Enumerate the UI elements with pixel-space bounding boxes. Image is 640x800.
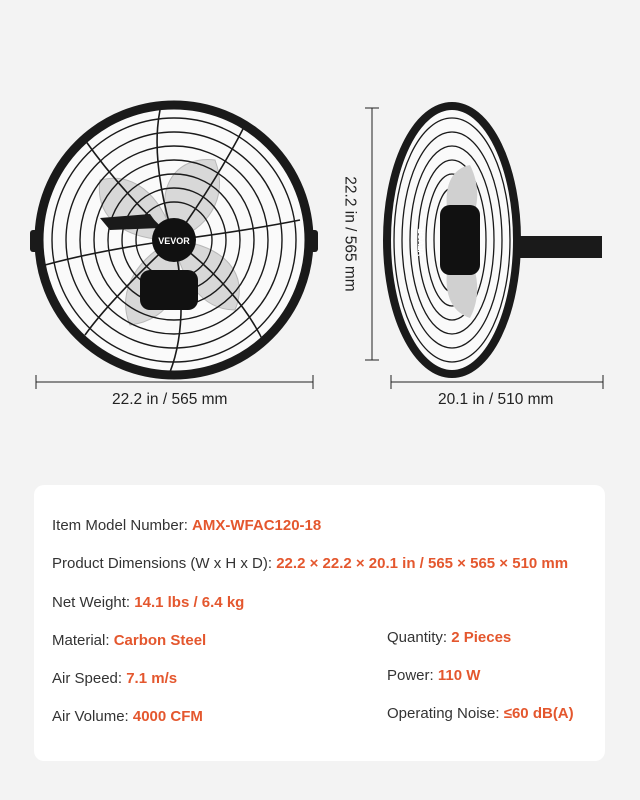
spec-material-label: Material: [52,632,114,649]
spec-material-value: Carbon Steel [113,632,207,649]
svg-text:VEVOR: VEVOR [417,227,426,257]
spec-air-speed [52,670,177,687]
spec-dimensions-value: 22.2 × 22.2 × 20.1 in / 565 × 565 × 510 mm [276,555,569,572]
spec-weight [52,594,244,611]
side-depth-label: 20.1 in / 510 mm [438,391,554,408]
spec-noise-label: Operating Noise: [387,705,504,722]
spec-air-speed-label: Air Speed: [52,670,127,687]
spec-power [387,667,480,684]
brand-logo: VEVOR [158,236,190,246]
front-fan-image [30,105,318,375]
spec-dimensions-label: Product Dimensions (W x H x D): [52,555,277,572]
spec-card [34,485,605,761]
spec-noise-value: ≤60 dB(A) [503,705,574,722]
spec-quantity [387,629,511,646]
spec-quantity-label: Quantity: [387,629,452,646]
spec-air-volume-label: Air Volume: [52,708,133,725]
spec-weight-value: 14.1 lbs / 6.4 kg [134,594,245,611]
spec-quantity-value: 2 Pieces [451,629,512,646]
spec-material [52,632,206,649]
spec-model-value: AMX-WFAC120-18 [192,517,322,534]
spec-air-speed-value: 7.1 m/s [126,670,178,687]
spec-noise [387,705,574,722]
side-fan-image [387,106,602,374]
spec-power-value: 110 W [437,667,481,684]
spec-model-label: Item Model Number: [52,517,193,534]
front-width-label: 22.2 in / 565 mm [112,391,228,408]
spec-dimensions [52,555,568,572]
spec-air-volume-value: 4000 CFM [132,708,203,725]
spec-air-volume [52,708,203,725]
height-label: 22.2 in / 565 mm [341,176,359,292]
spec-weight-label: Net Weight: [52,594,135,611]
spec-model [52,517,321,534]
spec-power-label: Power: [387,667,438,684]
